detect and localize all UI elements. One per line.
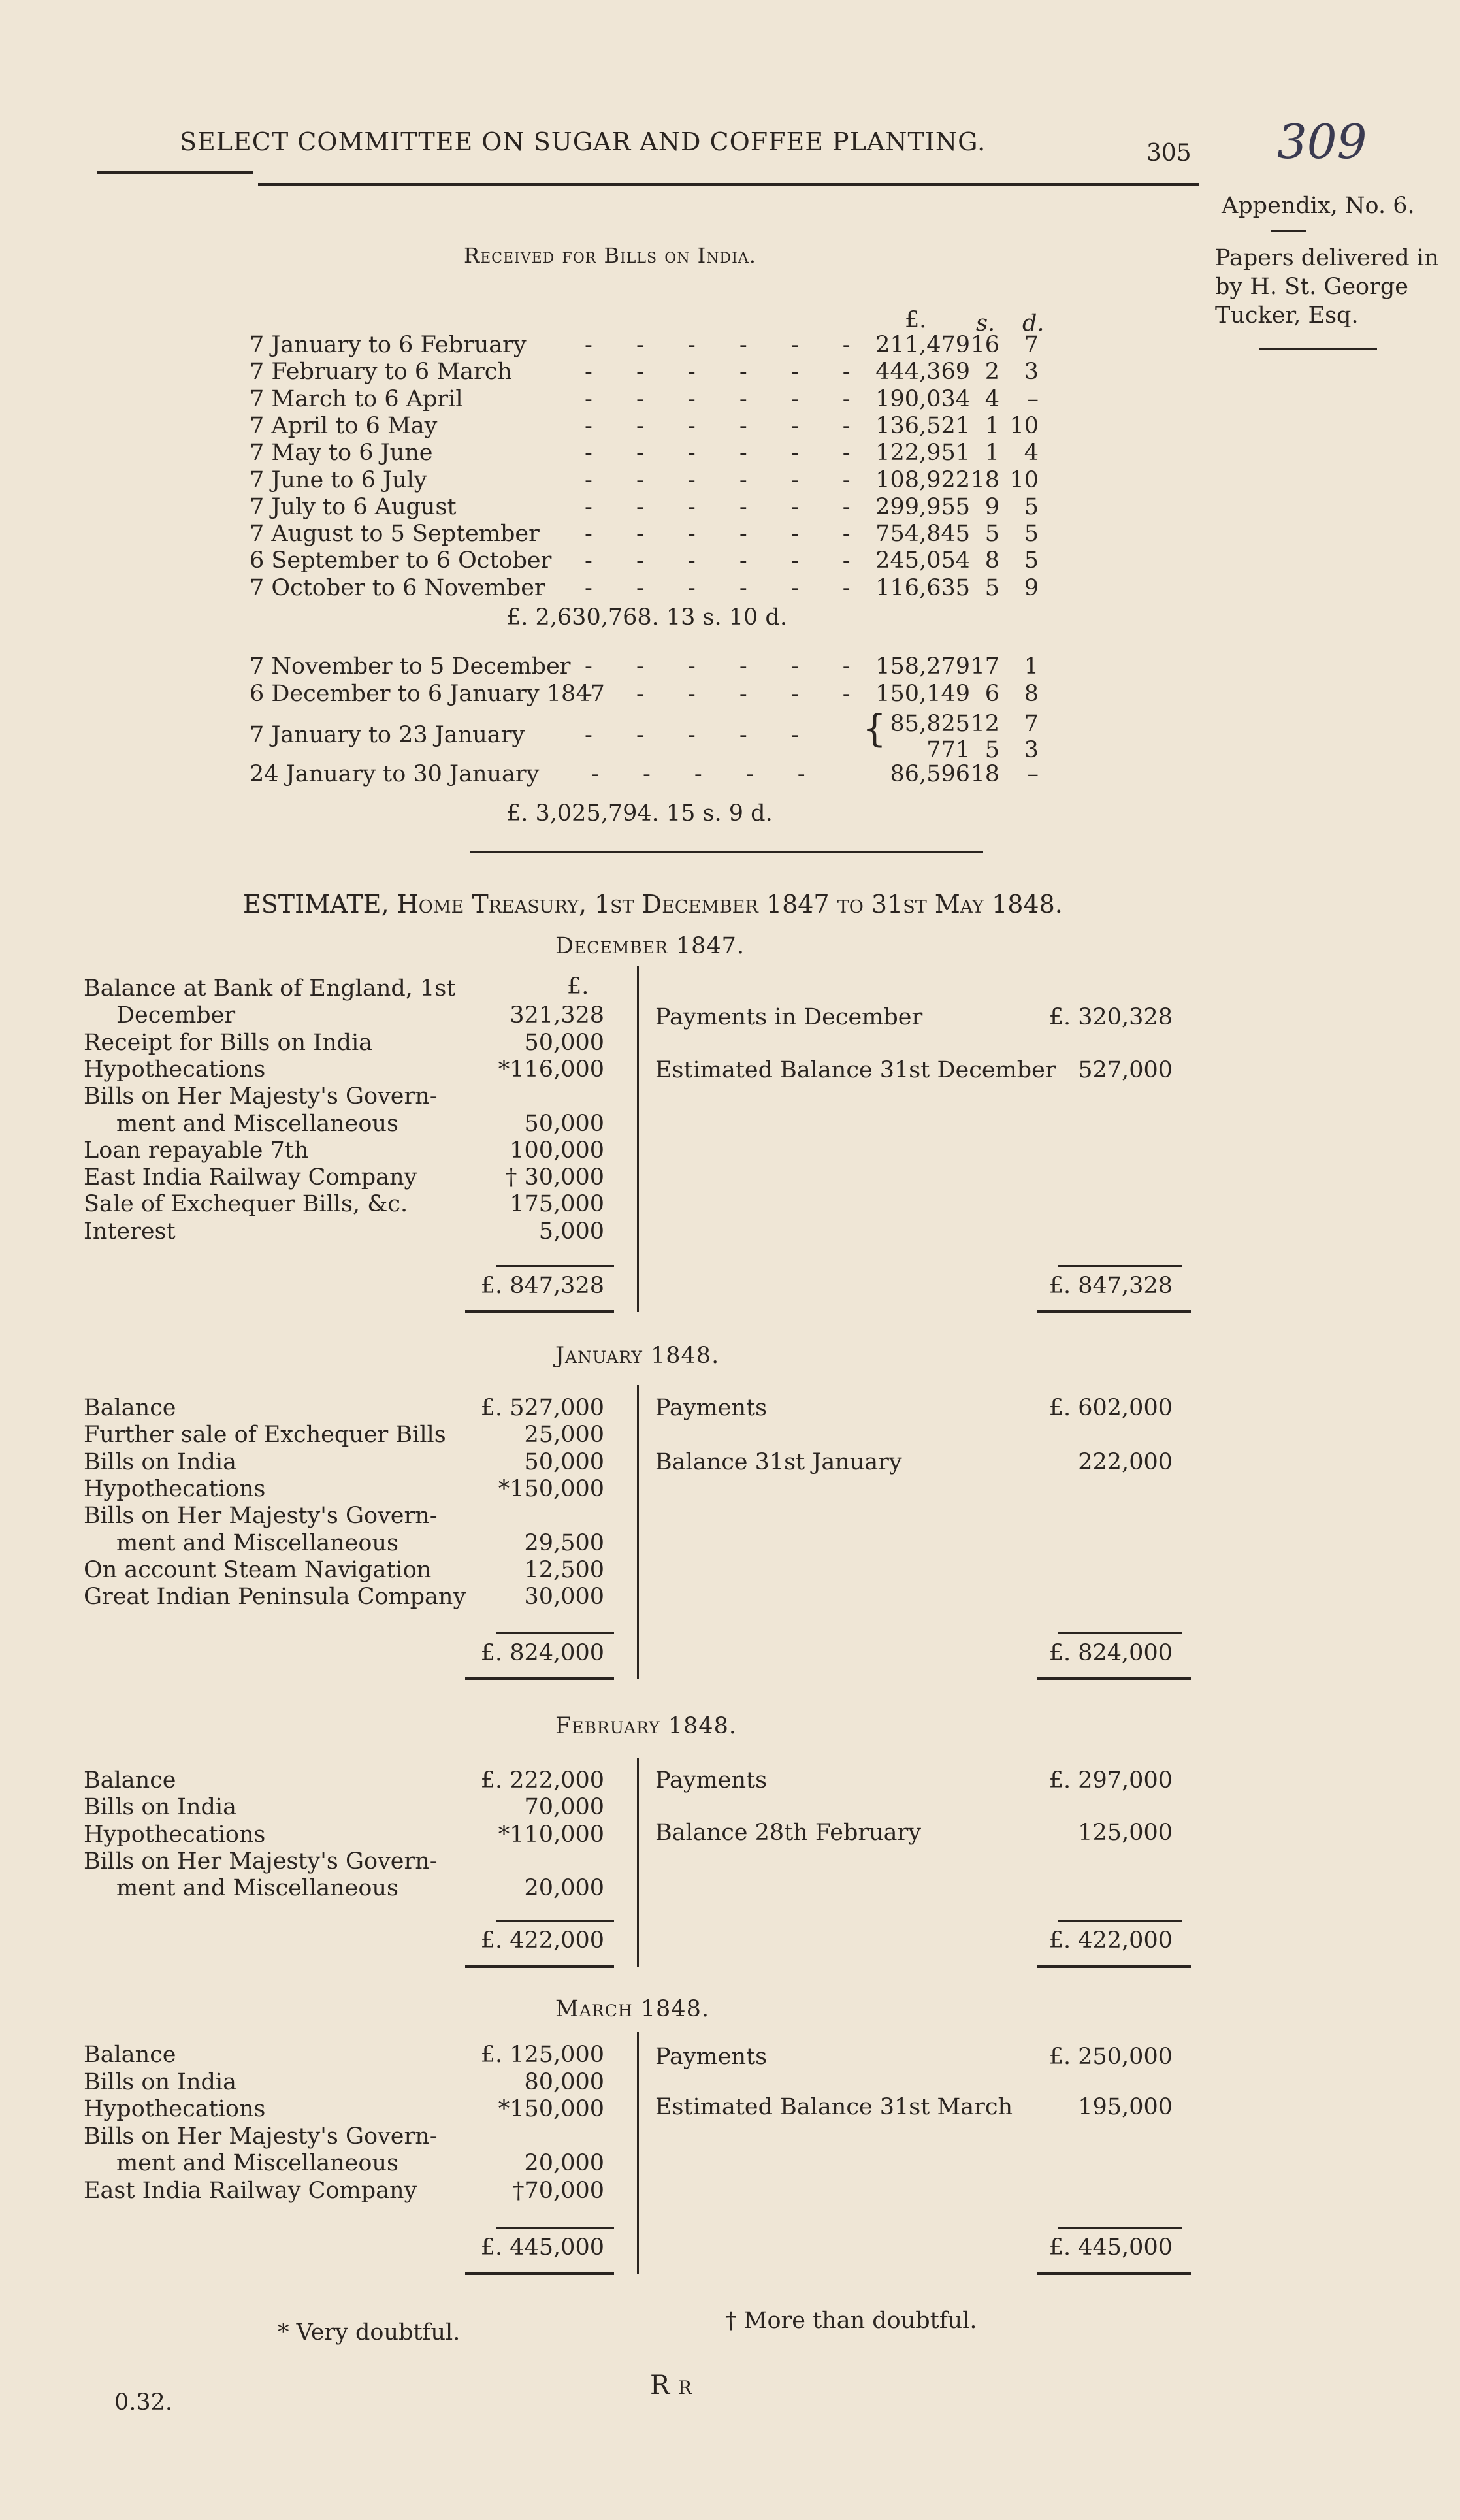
ledger-label: Bills on Her Majesty's Govern- [84, 1503, 438, 1529]
received-subtotal: £. 2,630,768. 13 s. 10 d. [506, 604, 787, 630]
leader-dots: - - - - - - [585, 412, 869, 439]
section-divider [470, 851, 983, 853]
page-number: 305 [1146, 140, 1192, 167]
received-pence: 9 [1024, 574, 1039, 601]
received-pounds: 136,521 [875, 412, 970, 439]
received-pounds: 771 [926, 737, 970, 763]
total-rule-left [496, 1920, 614, 1922]
month-heading: December 1847. [555, 933, 745, 959]
ledger-amount: 222,000 [1078, 1449, 1173, 1475]
ledger-label: ment and Miscellaneous [116, 1530, 398, 1556]
column-separator [637, 966, 639, 1312]
month-heading: February 1848. [555, 1713, 737, 1739]
ledger-amount: 50,000 [524, 1449, 604, 1475]
received-pence: 5 [1024, 493, 1039, 520]
ledger-label: Receipt for Bills on India [84, 1030, 373, 1056]
received-pounds: 299,955 [875, 493, 970, 520]
received-period: 7 April to 6 May [250, 412, 438, 439]
footnote-star: * Very doubtful. [278, 2319, 461, 2346]
total-rule-right [1058, 1632, 1182, 1634]
ledger-label: Bills on India [84, 2069, 236, 2095]
ledger-label: Estimated Balance 31st December [655, 1057, 1056, 1083]
col-header-pounds: £. [905, 307, 927, 333]
total-rule-right [1058, 2227, 1182, 2229]
ledger-label: East India Railway Company [84, 2178, 417, 2204]
received-pence: – [1027, 385, 1039, 412]
ledger-label: Bills on India [84, 1449, 236, 1475]
appendix-title: Appendix, No. 6. [1222, 193, 1415, 219]
ledger-label: December [116, 1002, 236, 1028]
ledger-label: Balance [84, 2042, 176, 2068]
received-period: 24 January to 30 January [250, 761, 540, 787]
received-pence: 3 [1024, 359, 1039, 385]
footer-number: 0.32. [114, 2389, 173, 2415]
received-pence: 5 [1024, 521, 1039, 548]
received-shillings: 12 [970, 711, 999, 737]
ledger-label: Balance at Bank of England, 1st [84, 975, 456, 1002]
total-rule-left [496, 1632, 614, 1634]
received-pounds: 754,845 [875, 521, 970, 548]
leader-dots: - - - - - - [585, 385, 869, 412]
left-total: £. 422,000 [480, 1927, 604, 1954]
ledger-label: Hypothecations [84, 2096, 266, 2122]
page-title: SELECT COMMITTEE ON SUGAR AND COFFEE PLANTING. [180, 127, 986, 156]
ledger-amount: £. 297,000 [1048, 1767, 1173, 1793]
received-period: 7 March to 6 April [250, 385, 463, 412]
column-separator [637, 2032, 639, 2274]
received-pounds: 444,369 [875, 359, 970, 385]
left-total: £. 824,000 [480, 1640, 604, 1666]
total-double-rule-right [1037, 1965, 1191, 1968]
appendix-rule [1271, 230, 1306, 232]
appendix-note-line: Papers delivered in [1215, 245, 1439, 271]
received-period: 7 November to 5 December [250, 653, 571, 679]
received-pence: 5 [1024, 548, 1039, 574]
leader-dots: - - - - - [591, 761, 824, 787]
received-pounds: 122,951 [875, 440, 970, 466]
ledger-label: Further sale of Exchequer Bills [84, 1422, 446, 1448]
received-period: 6 September to 6 October [250, 548, 552, 574]
ledger-amount: †70,000 [513, 2178, 604, 2204]
received-shillings: 5 [984, 574, 999, 601]
ledger-amount: 125,000 [1078, 1820, 1173, 1846]
ledger-label: Payments [655, 1767, 768, 1793]
received-shillings: 1 [984, 440, 999, 466]
total-rule-left [496, 2227, 614, 2229]
leader-dots: - - - - - [585, 722, 817, 748]
ledger-amount: 195,000 [1078, 2094, 1173, 2120]
ledger-amount: £. 527,000 [480, 1395, 604, 1421]
column-separator [637, 1385, 639, 1679]
ledger-amount: 29,500 [524, 1530, 604, 1556]
ledger-amount: £. 222,000 [480, 1767, 604, 1793]
received-pence: 3 [1024, 737, 1039, 763]
header-rule-left [97, 171, 253, 174]
received-shillings: 6 [984, 681, 999, 707]
received-pence: – [1027, 761, 1039, 787]
ledger-label: Bills on India [84, 1794, 236, 1820]
ledger-amount: £. 125,000 [480, 2042, 604, 2068]
received-period: 7 January to 6 February [250, 332, 527, 358]
col-header-shillings: s. [976, 310, 996, 336]
leader-dots: - - - - - - [585, 359, 869, 385]
ledger-amount: *150,000 [498, 1476, 604, 1502]
ledger-amount: 100,000 [510, 1137, 604, 1164]
ledger-label: Great Indian Peninsula Company [84, 1584, 466, 1610]
right-total: £. 422,000 [1048, 1927, 1173, 1954]
ledger-label: Balance 28th February [655, 1820, 922, 1846]
ledger-amount: 70,000 [524, 1794, 604, 1820]
received-pence: 8 [1024, 681, 1039, 707]
ledger-amount: £. 320,328 [1048, 1004, 1173, 1030]
ledger-amount: *116,000 [498, 1056, 604, 1083]
leader-dots: - - - - - - [585, 521, 869, 548]
leader-dots: - - - - - - [585, 493, 869, 520]
ledger-label: Balance 31st January [655, 1449, 902, 1475]
total-double-rule-left [465, 1965, 614, 1968]
received-pounds: 245,054 [875, 548, 970, 574]
received-period: 7 August to 5 September [250, 521, 540, 548]
received-period: 7 January to 23 January [250, 722, 525, 748]
leader-dots: - - - - - - [585, 681, 869, 707]
received-shillings: 8 [984, 548, 999, 574]
received-shillings: 9 [984, 493, 999, 520]
leader-dots: - - - - - - [585, 548, 869, 574]
total-double-rule-right [1037, 2272, 1191, 2275]
appendix-note-line: Tucker, Esq. [1215, 303, 1359, 329]
month-heading: March 1848. [555, 1996, 709, 2022]
received-pounds: 211,479 [875, 332, 970, 358]
received-pounds: 116,635 [875, 574, 970, 601]
received-pounds: 85,825 [890, 711, 970, 737]
month-heading: January 1848. [555, 1343, 720, 1369]
ledger-amount: 20,000 [524, 2150, 604, 2176]
total-double-rule-left [465, 1310, 614, 1313]
received-pounds: 190,034 [875, 385, 970, 412]
leader-dots: - - - - - - [585, 653, 869, 679]
ledger-amount: 527,000 [1078, 1057, 1173, 1083]
ledger-label: Estimated Balance 31st March [655, 2094, 1013, 2120]
estimate-heading [243, 890, 1063, 919]
ledger-label: On account Steam Navigation [84, 1557, 432, 1583]
received-total: £. 3,025,794. 15 s. 9 d. [506, 800, 773, 826]
ledger-label: ment and Miscellaneous [116, 2150, 398, 2176]
ledger-label: Balance [84, 1395, 176, 1421]
estimate-heading-main: ESTIMATE, [243, 890, 389, 919]
received-pence: 7 [1024, 711, 1039, 737]
received-shillings: 5 [984, 737, 999, 763]
received-period: 7 July to 6 August [250, 493, 457, 520]
col-header-pence: d. [1022, 310, 1045, 336]
ledger-amount: 20,000 [524, 1875, 604, 1901]
total-rule-right [1058, 1920, 1182, 1922]
received-pence: 7 [1024, 332, 1039, 358]
ledger-label: ment and Miscellaneous [116, 1875, 398, 1901]
left-total: £. 445,000 [480, 2234, 604, 2261]
total-rule-left [496, 1265, 614, 1267]
received-shillings: 1 [984, 412, 999, 439]
received-period: 7 June to 6 July [250, 466, 427, 493]
received-shillings: 2 [984, 359, 999, 385]
ledger-amount: † 30,000 [505, 1164, 604, 1190]
ledger-label: Payments in December [655, 1004, 923, 1030]
ledger-label: Bills on Her Majesty's Govern- [84, 2123, 438, 2150]
handwritten-page-number: 309 [1277, 114, 1367, 169]
ledger-amount: 80,000 [524, 2069, 604, 2095]
received-pounds: 150,149 [875, 681, 970, 707]
received-shillings: 17 [970, 653, 999, 679]
leader-dots: - - - - - - [585, 440, 869, 466]
right-total: £. 445,000 [1048, 2234, 1173, 2261]
leader-dots: - - - - - - [585, 332, 869, 358]
ledger-label: Balance [84, 1767, 176, 1793]
ledger-amount: £. 250,000 [1048, 2044, 1173, 2070]
left-total: £. 847,328 [480, 1273, 604, 1299]
appendix-end-rule [1259, 348, 1377, 350]
ledger-amount: *150,000 [498, 2096, 604, 2122]
ledger-label: Sale of Exchequer Bills, &c. [84, 1191, 408, 1217]
received-period: 7 May to 6 June [250, 440, 433, 466]
ledger-label: Payments [655, 2044, 768, 2070]
ledger-label: East India Railway Company [84, 1164, 417, 1190]
total-double-rule-right [1037, 1677, 1191, 1680]
ledger-amount: 321,328 [510, 1002, 604, 1028]
ledger-label: Hypothecations [84, 1056, 266, 1083]
received-shillings: 16 [970, 332, 999, 358]
leader-dots: - - - - - - [585, 466, 869, 493]
column-separator [637, 1758, 639, 1967]
total-rule-right [1058, 1265, 1182, 1267]
received-title: Received for Bills on India. [464, 243, 756, 268]
leader-dots: - - - - - - [585, 574, 869, 601]
received-period: 7 October to 6 November [250, 574, 545, 601]
received-pounds: 108,922 [875, 466, 970, 493]
ledger-amount: 30,000 [524, 1584, 604, 1610]
total-double-rule-left [465, 2272, 614, 2275]
received-pence: 4 [1024, 440, 1039, 466]
received-shillings: 4 [984, 385, 999, 412]
received-period: 6 December to 6 January 1847 [250, 681, 605, 707]
received-pence: 10 [1009, 412, 1039, 439]
ledger-amount: 25,000 [524, 1422, 604, 1448]
ledger-label: Bills on Her Majesty's Govern- [84, 1083, 438, 1109]
brace-icon: { [862, 706, 886, 751]
received-shillings: 18 [970, 466, 999, 493]
right-total: £. 847,328 [1048, 1273, 1173, 1299]
pound-header: £. [567, 974, 589, 1000]
total-double-rule-right [1037, 1310, 1191, 1313]
ledger-amount: 175,000 [510, 1191, 604, 1217]
appendix-note-line: by H. St. George [1215, 274, 1408, 300]
ledger-amount: 12,500 [524, 1557, 604, 1583]
ledger-label: Bills on Her Majesty's Govern- [84, 1848, 438, 1874]
ledger-label: ment and Miscellaneous [116, 1111, 398, 1137]
ledger-amount: 50,000 [524, 1030, 604, 1056]
header-rule [258, 183, 1199, 186]
received-pounds: 86,596 [890, 761, 970, 787]
received-pence: 10 [1009, 466, 1039, 493]
received-pounds: 158,279 [875, 653, 970, 679]
received-pence: 1 [1024, 653, 1039, 679]
ledger-label: Payments [655, 1395, 768, 1421]
ledger-amount: 50,000 [524, 1111, 604, 1137]
ledger-label: Interest [84, 1219, 176, 1245]
ledger-label: Loan repayable 7th [84, 1137, 309, 1164]
ledger-amount: 5,000 [538, 1219, 604, 1245]
total-double-rule-left [465, 1677, 614, 1680]
ledger-amount: £. 602,000 [1048, 1395, 1173, 1421]
ledger-label: Hypothecations [84, 1476, 266, 1502]
ledger-amount: *110,000 [498, 1822, 604, 1848]
right-total: £. 824,000 [1048, 1640, 1173, 1666]
ledger-label: Hypothecations [84, 1822, 266, 1848]
received-shillings: 5 [984, 521, 999, 548]
estimate-heading-rest: Home Treasury, 1st December 1847 to 31st May 1848. [397, 890, 1063, 919]
received-shillings: 18 [970, 761, 999, 787]
footnote-dagger: † More than doubtful. [725, 2308, 977, 2334]
received-period: 7 February to 6 March [250, 359, 512, 385]
signature-mark: R r [650, 2370, 692, 2400]
